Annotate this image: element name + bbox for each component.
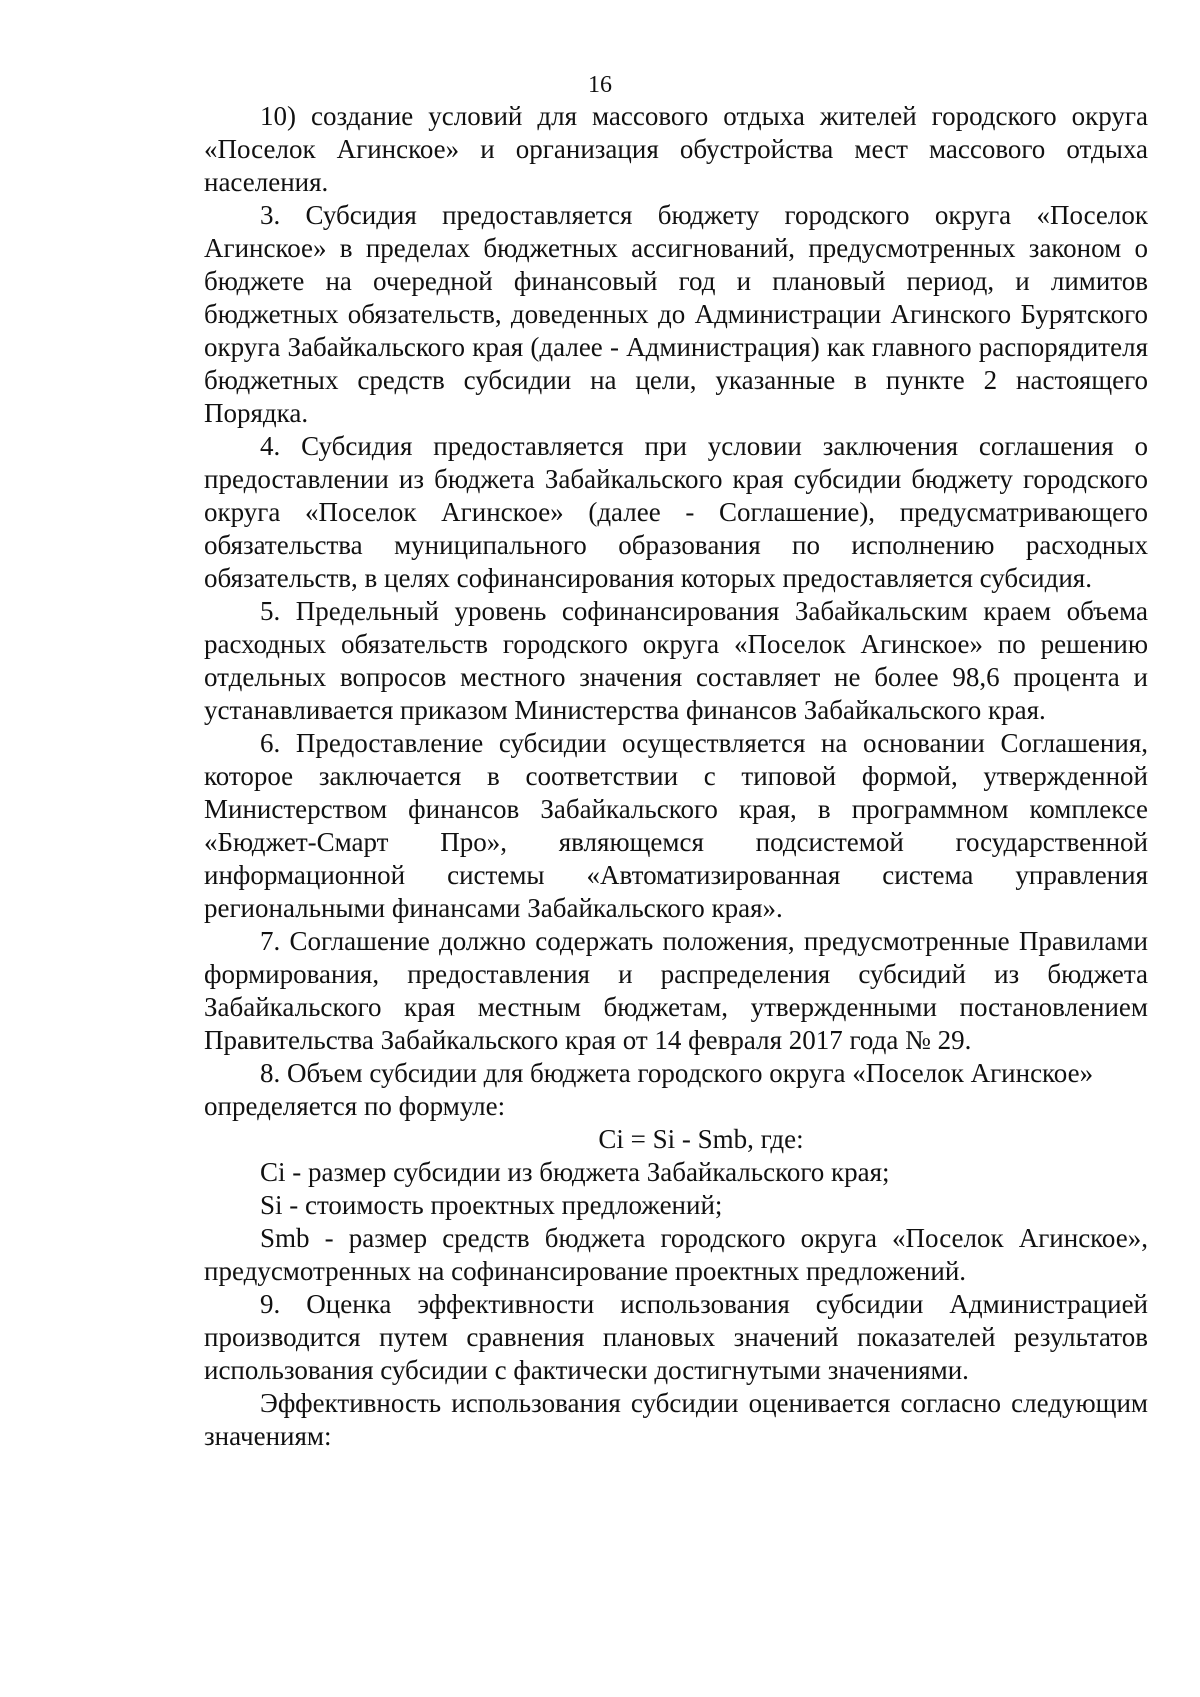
definition-smb: Smb - размер средств бюджета городского округа «Поселок Агинское», предусмотренных на софинансирование проектных предложений. [204,1223,1148,1286]
paragraph-4: 4. Субсидия предоставляется при условии заключения соглашения о предоставлении из бюджета Забайкальского края субсидии бюджету городского округа «Поселок Агинское» (далее - Соглашение), предусматривающего обязательства муниципального образования по исполнению расходных обязательств, в целях софинансирования которых предоставляется субсидия. [204,431,1148,593]
definition-si: Si - стоимость проектных предложений; [260,1190,723,1220]
paragraph-6: 6. Предоставление субсидии осуществляется на основании Соглашения, которое заключается в соответствии с типовой формой, утвержденной Министерством финансов Забайкальского края, в программном комплексе «Бюджет-Смарт Про», являющемся подсистемой государственной информационной системы «Автоматизированная система управления региональными финансами Забайкальского края». [204,728,1148,923]
paragraph-8: 8. Объем субсидии для бюджета городского округа «Поселок Агинское» определяется по формуле: [204,1058,1094,1121]
efficiency-paragraph: Эффективность использования субсидии оценивается согласно следующим значениям: [204,1388,1148,1451]
subsidy-formula: Ci = Si - Smb, где: [598,1124,804,1154]
paragraph-3: 3. Субсидия предоставляется бюджету городского округа «Поселок Агинское» в пределах бюджетных ассигнований, предусмотренных законом о бюджете на очередной финансовый год и плановый период, и лимитов бюджетных обязательств, доведенных до Администрации Агинского Бурятского округа Забайкальского края (далее - Администрация) как главного распорядителя бюджетных средств субсидии на цели, указанные в пункте 2 настоящего Порядка. [204,200,1148,428]
paragraph-7: 7. Соглашение должно содержать положения, предусмотренные Правилами формирования, предоставления и распределения субсидий из бюджета Забайкальского края местным бюджетам, утвержденными постановлением Правительства Забайкальского края от 14 февраля 2017 года № 29. [204,926,1148,1055]
paragraph-5: 5. Предельный уровень софинансирования Забайкальским краем объема расходных обязательств городского округа «Поселок Агинское» по решению отдельных вопросов местного значения составляет не более 98,6 процента и устанавливается приказом Министерства финансов Забайкальского края. [204,596,1148,725]
page-number: 16 [588,72,612,98]
paragraph-item-10: 10) создание условий для массового отдыха жителей городского округа «Поселок Агинское» и организация обустройства мест массового отдыха населения. [204,101,1148,197]
definition-ci: Ci - размер субсидии из бюджета Забайкальского края; [260,1157,890,1187]
document-body [204,100,1148,1453]
paragraph-9: 9. Оценка эффективности использования субсидии Администрацией производится путем сравнения плановых значений показателей результатов использования субсидии с фактически достигнутыми значениями. [204,1289,1148,1385]
